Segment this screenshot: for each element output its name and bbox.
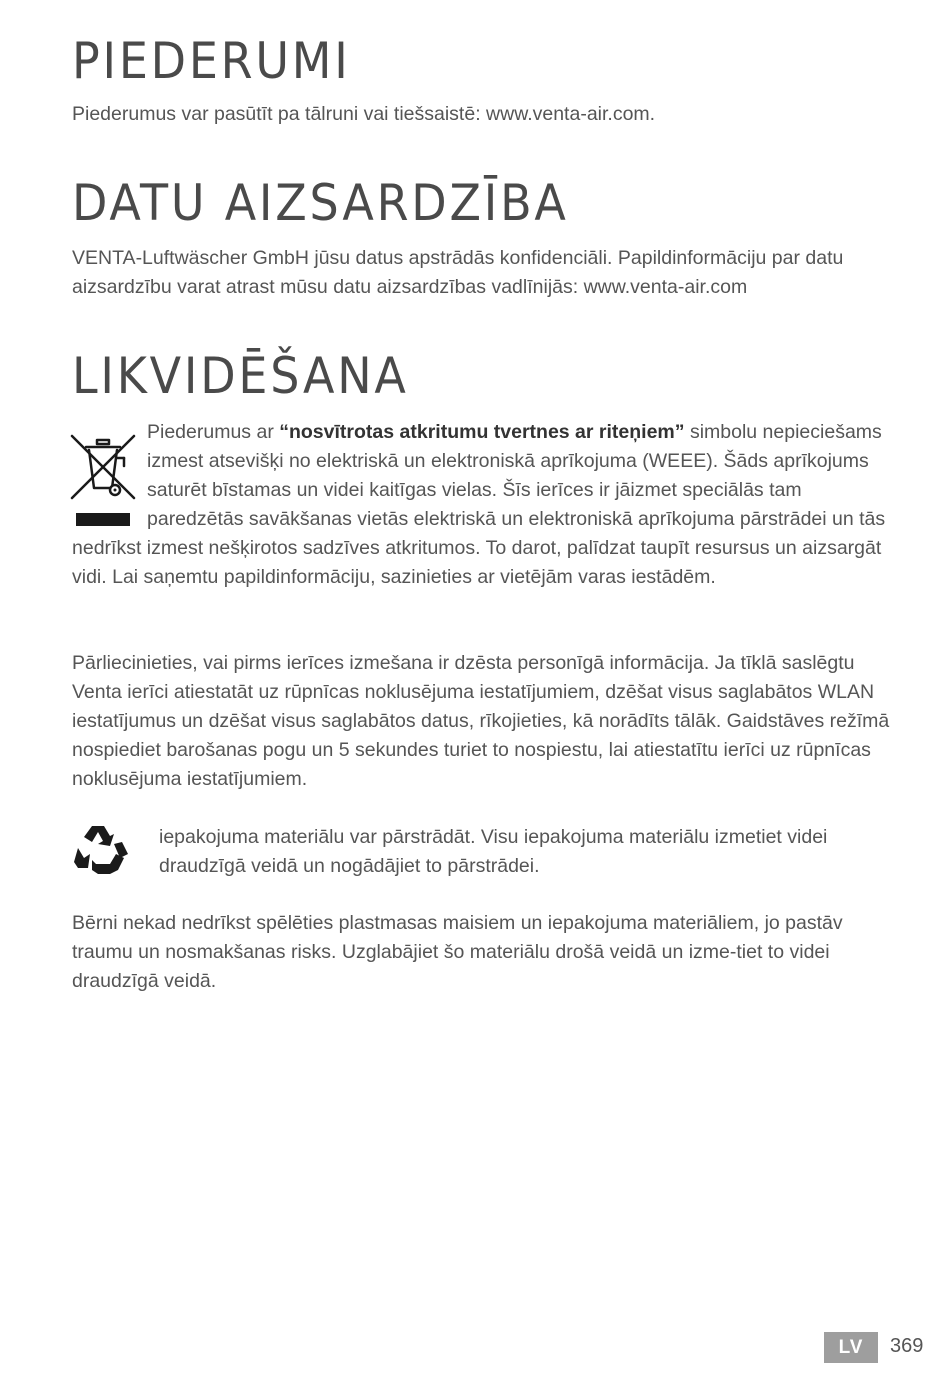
accessories-text: Piederumus var pasūtīt pa tālruni vai tiešsaistē: www.venta-air.com. [72,103,656,125]
weee-symbol-name: “nosvītrotas atkritumu tvertnes ar riteņiem” [279,421,685,443]
packaging-text: iepakojuma materiālu var pārstrādāt. Visu iepakojuma materiālu izmetiet videi draudzīgā veidā un nogādājiet to pārstrādei. [159,826,828,877]
heading-accessories: PIEDERUMI [72,32,351,90]
recycle-icon [70,822,130,878]
page-number: 369 [890,1335,924,1357]
children-warning-text: Bērni nekad nedrīkst spēlēties plastmasas maisiem un iepakojuma materiāliem, jo pastāv traumu un nosmakšanas risks. Uzglabājiet šo materiālu drošā veidā un izme-tiet to videi draudzīgā veidā. [72,912,843,992]
language-tag: LV [824,1332,878,1363]
data-protection-text: VENTA-Luftwäscher GmbH jūsu datus apstrādās konfidenciāli. Papildinformāciju par datu aizsardzību varat atrast mūsu datu aizsardzības vadlīnijās: www.venta-air.com [72,247,844,298]
weee-text-rest: simbolu nepieciešams izmest atsevišķi no elektriskā un elektroniskā aprīkojuma (WEEE). Šāds aprīkojums saturēt bīstamas un videi kaitīgas vielas. Šīs ierīces ir jāizmet speciālās tam paredzētās savākšanas vietās elektriskā un elektroniskā aprīkojuma pārstrādei un tās nedrīkst izmest nešķirotos sadzīves atkritumos. To darot, palīdzat taupīt resursus un aizsargāt vidi. Lai saņemtu papildinformāciju, sazinieties ar vietējām varas iestādēm. [72,421,886,588]
weee-text [72,418,892,592]
weee-text-intro: Piederumus ar [147,421,280,443]
data-reset-text: Pārliecinieties, vai pirms ierīces izmešana ir dzēsta personīgā informācija. Ja tīklā saslēgtu Venta ierīci atiestatāt uz rūpnīcas noklusējuma iestatījumiem, dzēšat visus saglabātos WLAN iestatījumus un dzēšat visus saglabātos datus, rīkojieties, kā norādīts tālāk. Gaidstāves režīmā nospiediet barošanas pogu un 5 sekundes turiet to nospiestu, lai atiestatītu ierīci uz rūpnīcas noklusējuma iestatījumiem. [72,652,890,790]
heading-data-protection: DATU AIZSARDZĪBA [72,174,569,232]
heading-disposal: LIKVIDĒŠANA [72,347,409,405]
